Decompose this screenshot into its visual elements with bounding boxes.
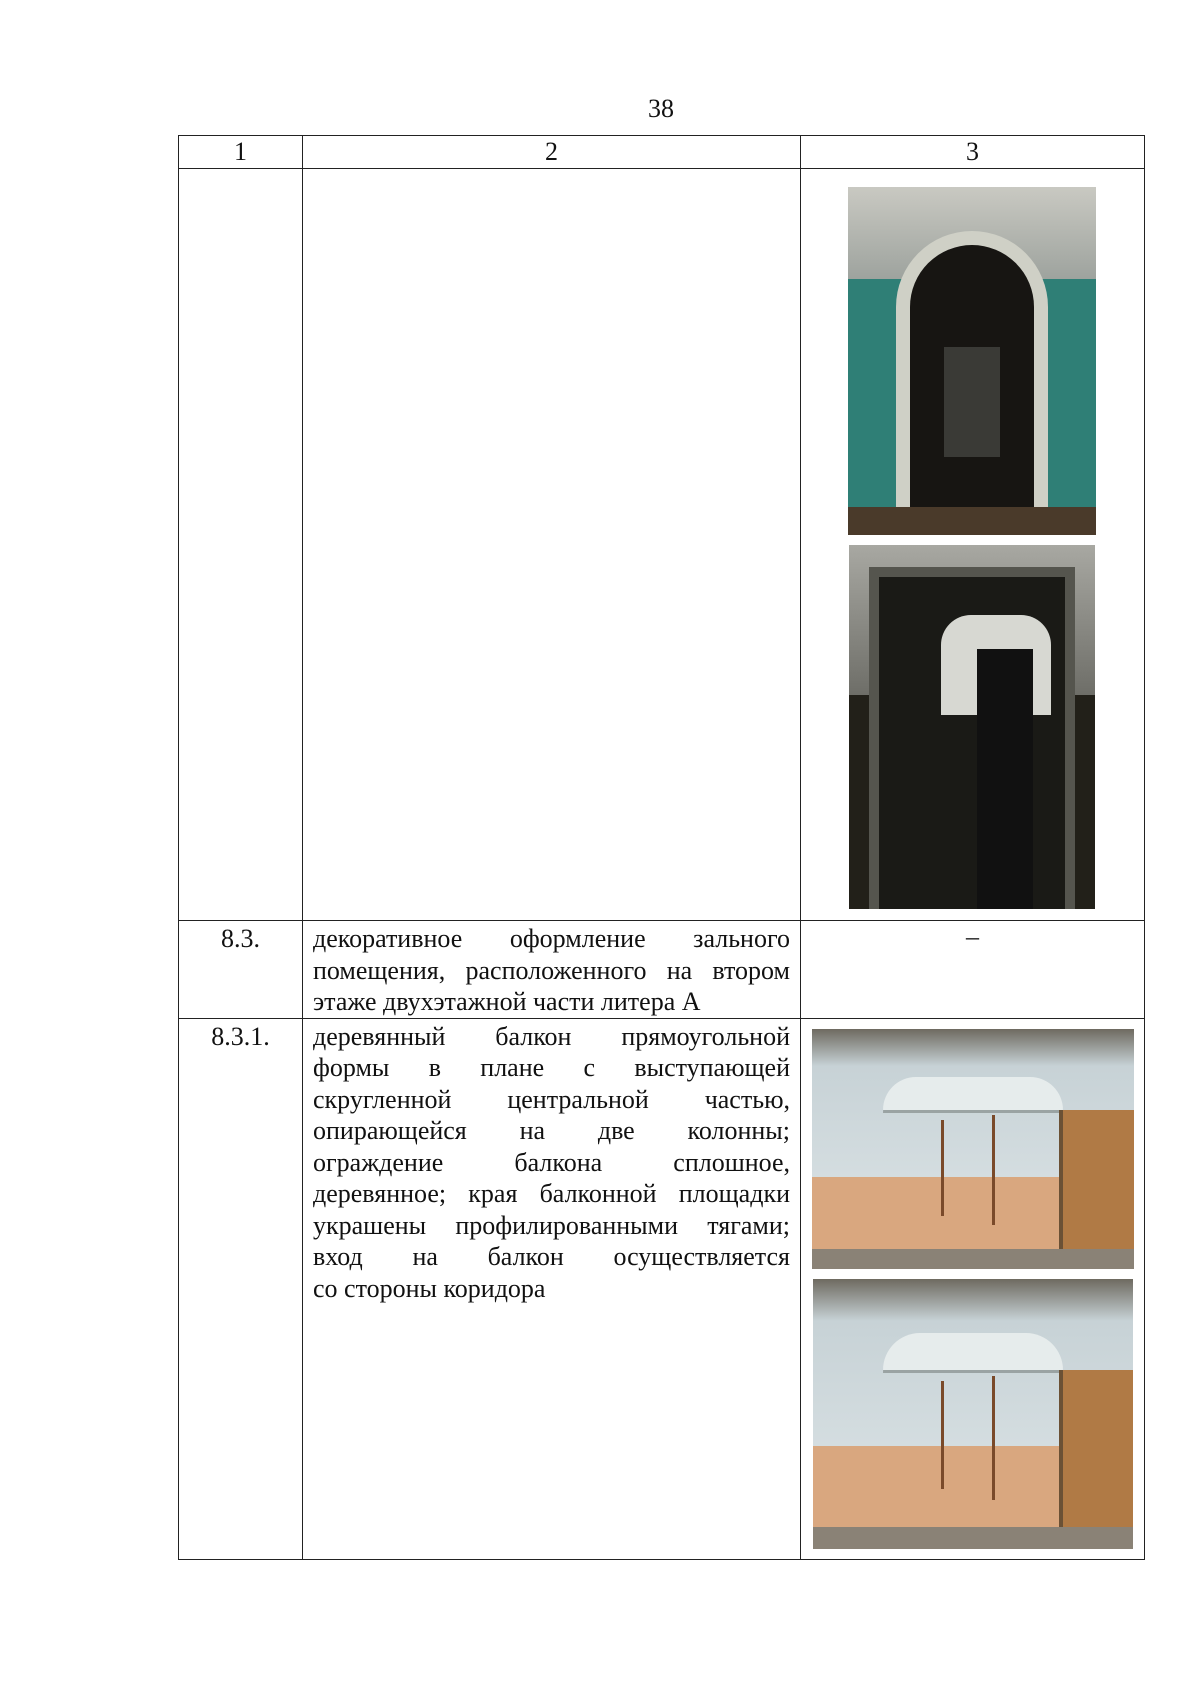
monument-description-table xyxy=(178,135,1145,1560)
header-col-3: 3 xyxy=(801,136,1145,169)
dash-cell: – xyxy=(801,921,1145,1019)
desc-line: деревянный балкон прямоугольной xyxy=(313,1021,790,1051)
desc-line: деревянное; края балконной площадки xyxy=(313,1179,790,1208)
photo-balcony-hall-2 xyxy=(813,1279,1133,1549)
row-number: 8.3. xyxy=(179,921,303,1019)
row-number: 8.3.1. xyxy=(179,1018,303,1559)
desc-line: этаже двухэтажной части литера А xyxy=(313,987,701,1016)
photo-dark-doorway xyxy=(849,545,1095,909)
desc-line: декоративное оформление зального xyxy=(313,924,790,953)
desc-line: со стороны коридора xyxy=(313,1273,546,1303)
desc-line: скругленной центральной частью, xyxy=(313,1084,790,1114)
photo-arched-doorway xyxy=(848,187,1096,535)
table-row xyxy=(179,1018,1145,1559)
desc-line: вход на балкон осуществляется xyxy=(313,1242,790,1271)
row-description xyxy=(303,921,801,1019)
header-col-1: 1 xyxy=(179,136,303,169)
header-col-2: 2 xyxy=(303,136,801,169)
desc-line: украшены профилированными тягами; xyxy=(313,1210,790,1240)
photo-balcony-hall-1 xyxy=(812,1029,1134,1269)
table-header-row xyxy=(179,136,1145,169)
row-description xyxy=(303,1018,801,1559)
row-number-cell xyxy=(179,169,303,921)
desc-line: формы в плане с выступающей xyxy=(313,1053,790,1082)
desc-line: помещения, расположенного на втором xyxy=(313,955,790,985)
desc-line: опирающейся на две колонны; xyxy=(313,1116,790,1145)
desc-line: ограждение балкона сплошное, xyxy=(313,1147,790,1177)
table-row xyxy=(179,921,1145,1019)
photo-cell xyxy=(801,169,1145,921)
page-number: 38 xyxy=(648,94,674,123)
table-row xyxy=(179,169,1145,921)
photo-cell xyxy=(801,1018,1145,1559)
row-description-cell xyxy=(303,169,801,921)
